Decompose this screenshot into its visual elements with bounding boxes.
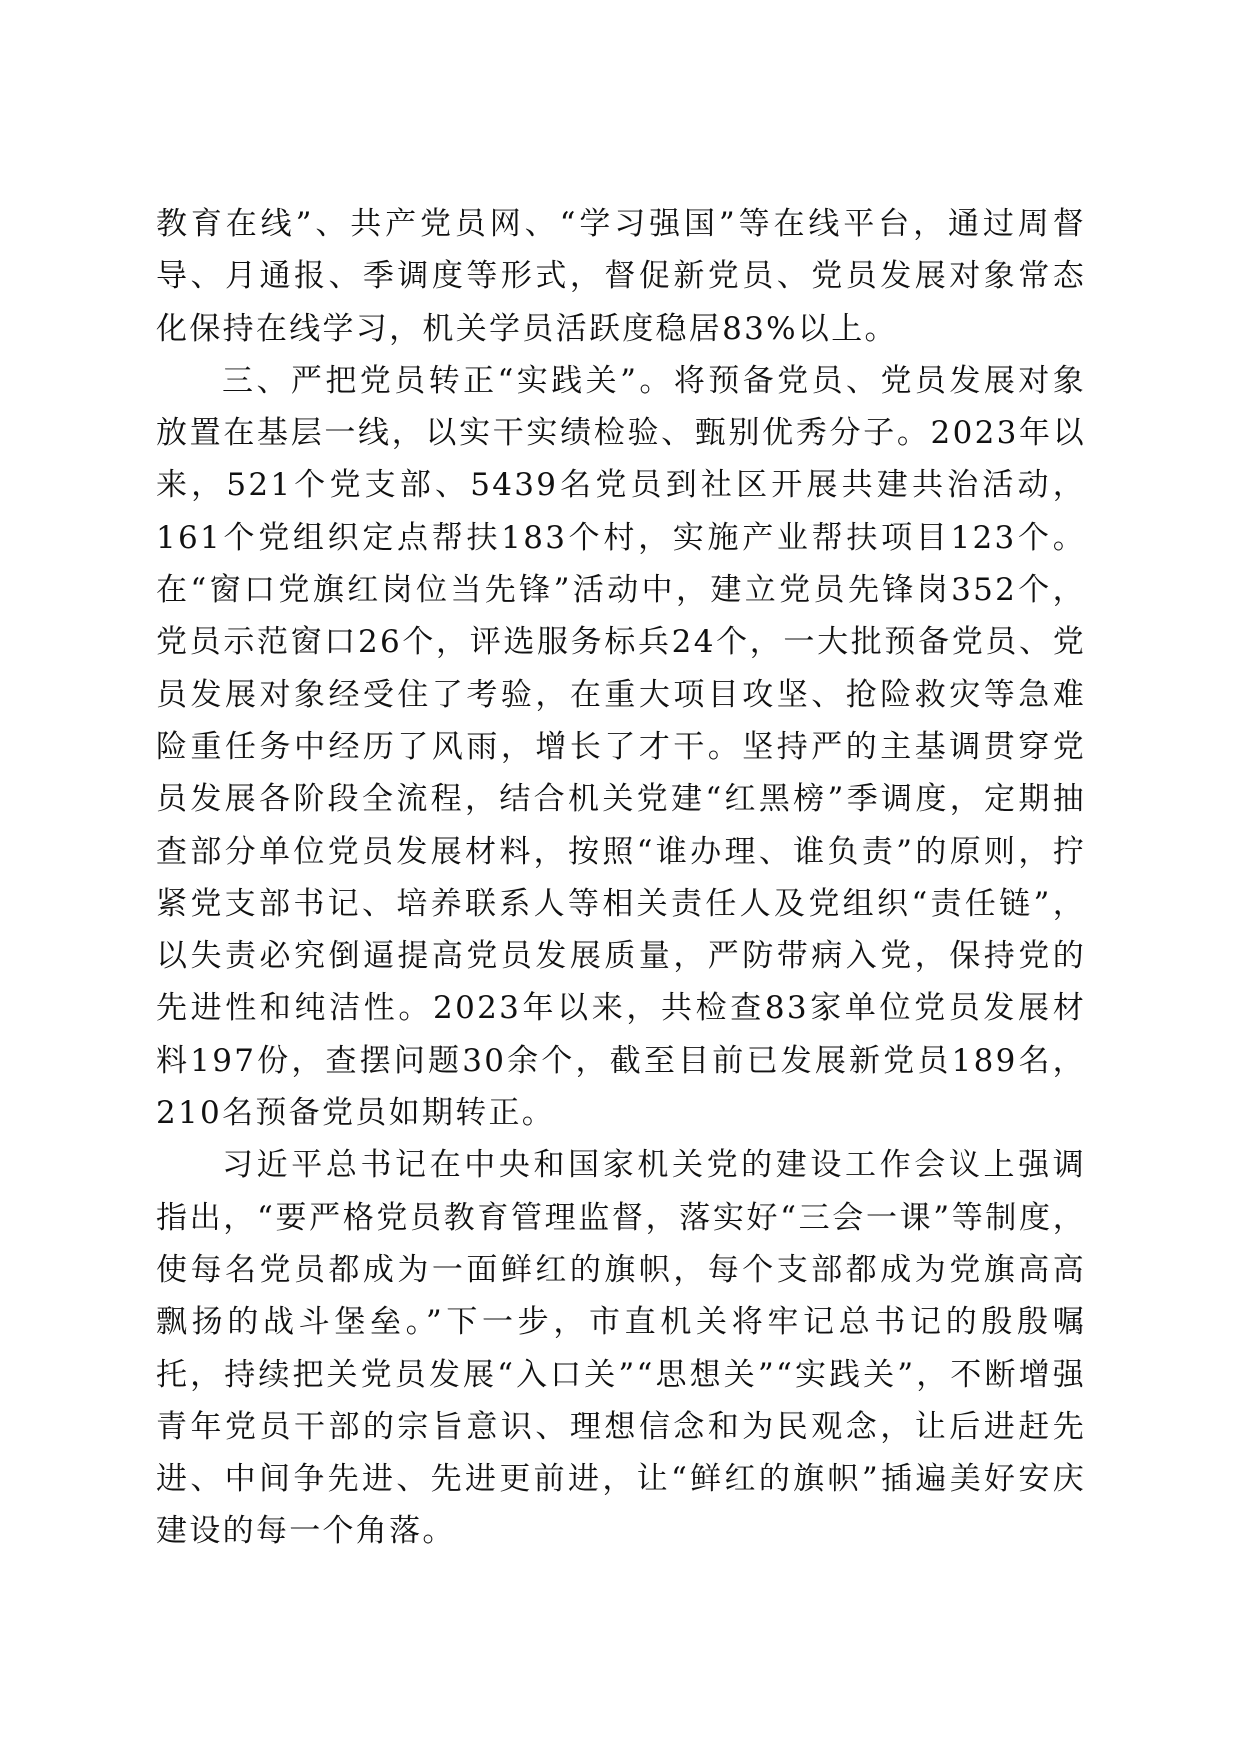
paragraph-practice-check: 三、严把党员转正“实践关”。将预备党员、党员发展对象放置在基层一线，以实干实绩检验、甄别优秀分子。2023年以来，521个党支部、5439名党员到社区开展共建共治活动，161个党组织定点帮扶183个村，实施产业帮扶项目123个。在“窗口党旗红岗位当先锋”活动中，建立党员先锋岗352个，党员示范窗口26个，评选服务标兵24个，一大批预备党员、党员发展对象经受住了考验，在重大项目攻坚、抢险救灾等急难险重任务中经历了风雨，增长了才干。坚持严的主基调贯穿党员发展各阶段全流程，结合机关党建“红黑榜”季调度，定期抽查部分单位党员发展材料，按照“谁办理、谁负责”的原则，拧紧党支部书记、培养联系人等相关责任人及党组织“责任链”，以失责必究倒逼提高党员发展质量，严防带病入党，保持党的先进性和纯洁性。2023年以来，共检查83家单位党员发展材料197份，查摆问题30余个，截至目前已发展新党员189名，210名预备党员如期转正。 xyxy=(156,362,1086,1132)
document-body xyxy=(156,198,1086,1558)
paragraph-online-learning: 教育在线”、共产党员网、“学习强国”等在线平台，通过周督导、月通报、季调度等形式，督促新党员、党员发展对象常态化保持在线学习，机关学员活跃度稳居83%以上。 xyxy=(156,206,1086,347)
paragraph-next-steps: 习近平总书记在中央和国家机关党的建设工作会议上强调指出，“要严格党员教育管理监督，落实好“三会一课”等制度，使每名党员都成为一面鲜红的旗帜，每个支部都成为党旗高高飘扬的战斗堡垒。”下一步，市直机关将牢记总书记的殷殷嘱托，持续把关党员发展“入口关”“思想关”“实践关”，不断增强青年党员干部的宗旨意识、理想信念和为民观念，让后进赶先进、中间争先进、先进更前进，让“鲜红的旗帜”插遍美好安庆建设的每一个角落。 xyxy=(156,1147,1086,1550)
